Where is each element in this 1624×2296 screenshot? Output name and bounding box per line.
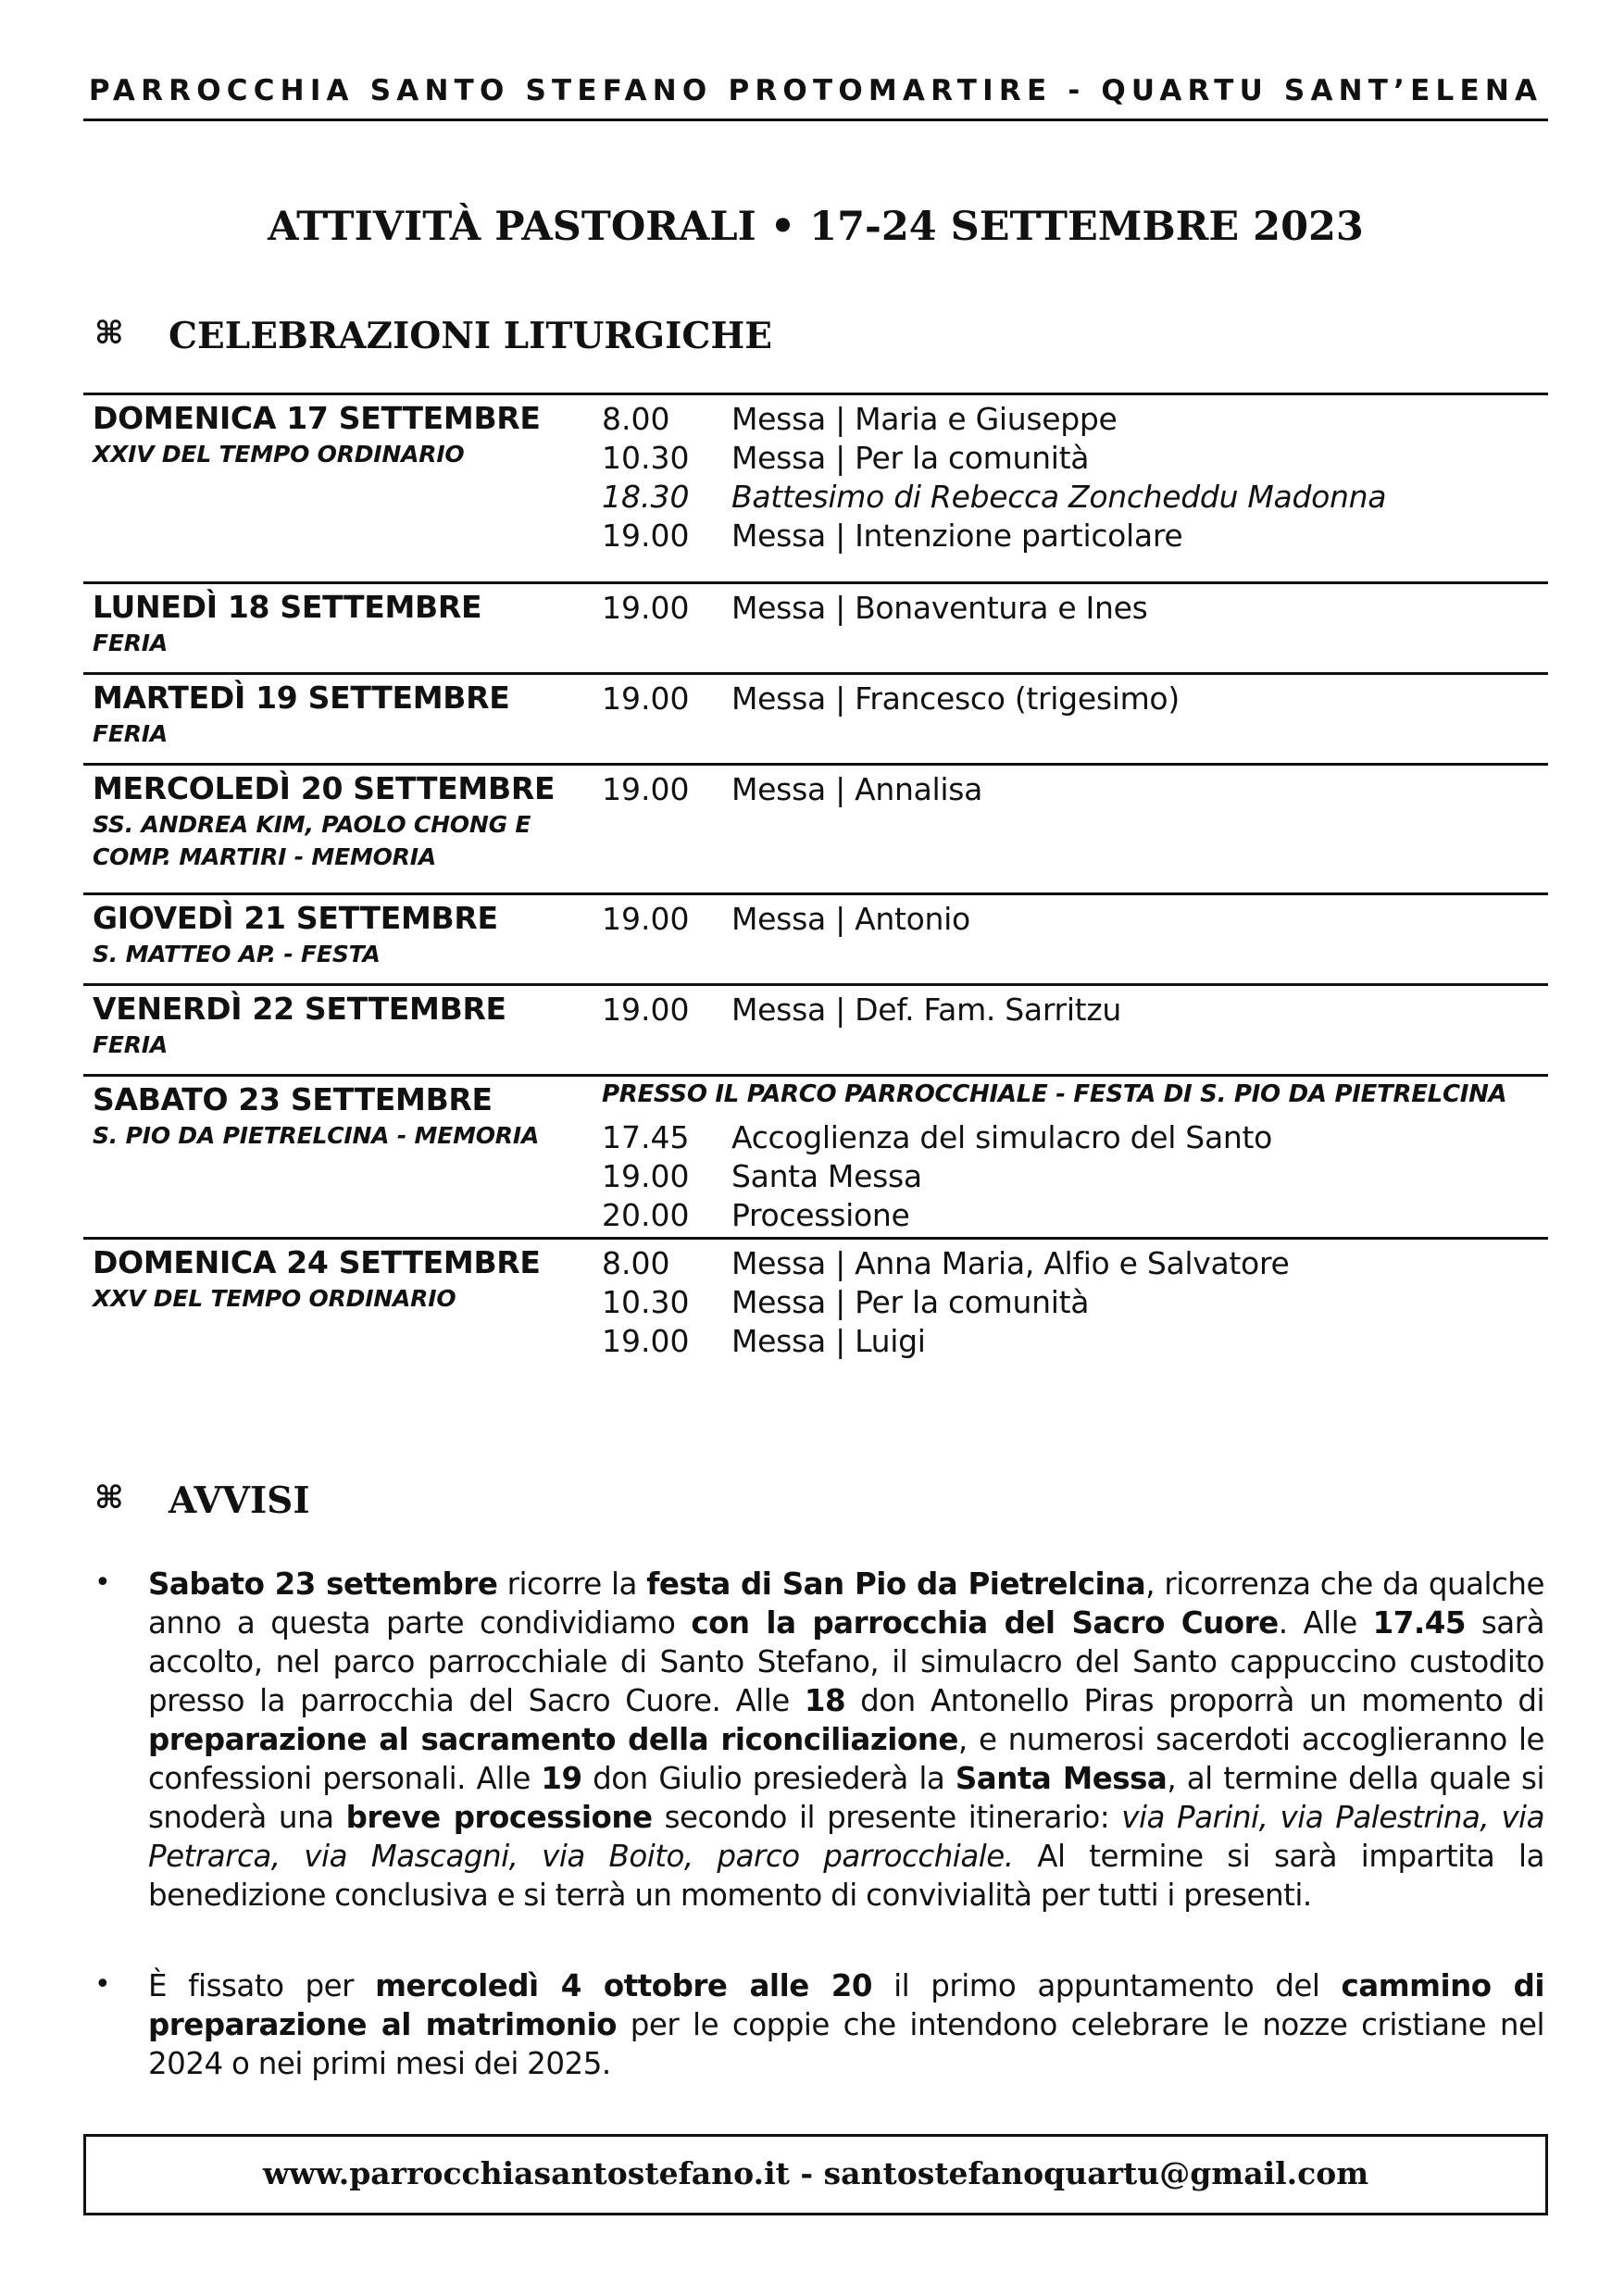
day-name: MARTEDÌ 19 SETTEMBRE	[93, 680, 510, 716]
notice-text-segment: ricorre la	[497, 1566, 647, 1602]
notice-text-segment: , al termine della quale si snoderà una	[148, 1761, 1544, 1835]
notice-text-segment: Santa Messa	[955, 1761, 1168, 1796]
notice-text-segment: sarà accolto, nel parco parrocchiale di Santo Stefano, il simulacro del Santo cappuccino custodito presso la parrocchia del Sacro Cuore. Alle	[148, 1605, 1544, 1718]
event-description: Messa | Maria e Giuseppe	[731, 401, 1118, 437]
liturgical-note: FERIA	[93, 630, 169, 656]
notice-text-segment: Al termine si sarà impartita la benedizione conclusiva e si terrà un momento di convivialità per tutti i presenti.	[148, 1839, 1544, 1913]
notice-text-segment: via Parini, via Palestrina, via Petrarca, via Mascagni, via Boito, parco parrocchiale.	[148, 1800, 1544, 1874]
schedule-day	[83, 892, 1548, 986]
schedule-day	[83, 672, 1548, 766]
event-time: 20.00	[602, 1197, 690, 1233]
notice-text-segment: 17.45	[1372, 1605, 1466, 1641]
schedule-event	[83, 401, 1548, 440]
star-bullet-icon: ⌘	[94, 315, 124, 352]
event-time: 10.30	[602, 440, 690, 476]
bullet-dot-icon: •	[94, 1968, 111, 2001]
notice-text-segment: 18	[804, 1683, 846, 1718]
schedule-event	[83, 1323, 1548, 1362]
schedule-event	[83, 440, 1548, 479]
event-time: 19.00	[602, 901, 690, 937]
event-description: Processione	[731, 1197, 910, 1233]
event-description: Messa | Anna Maria, Alfio e Salvatore	[731, 1245, 1290, 1281]
day-name: MERCOLEDÌ 20 SETTEMBRE	[93, 770, 556, 806]
event-time: 17.45	[602, 1119, 690, 1155]
notice-text-segment: È fissato per	[148, 1968, 376, 2003]
event-time: 19.00	[602, 771, 690, 807]
header-divider	[83, 119, 1548, 121]
notice-text-segment: , ricorrenza che da qualche anno a questa parte condividiamo	[148, 1566, 1544, 1641]
schedule-event	[83, 518, 1548, 556]
schedule-day	[83, 393, 1548, 584]
section-label: CELEBRAZIONI LITURGICHE	[169, 315, 772, 357]
event-description: Messa | Annalisa	[731, 771, 983, 807]
event-time: 8.00	[602, 1245, 670, 1281]
notice-text-segment: . Alle	[1278, 1605, 1373, 1641]
day-name: LUNEDÌ 18 SETTEMBRE	[93, 589, 482, 625]
event-description: Messa | Francesco (trigesimo)	[731, 680, 1180, 717]
notice-text-segment: Sabato 23 settembre	[148, 1566, 498, 1602]
event-description: Messa | Bonaventura e Ines	[731, 590, 1148, 626]
day-name: SABATO 23 SETTEMBRE	[93, 1081, 493, 1117]
event-banner: PRESSO IL PARCO PARROCCHIALE - FESTA DI S. PIO DA PIETRELCINA	[602, 1080, 1507, 1108]
event-time: 19.00	[602, 1323, 690, 1359]
notice-text	[148, 1966, 1544, 2083]
notice-text-segment: secondo il presente itinerario:	[652, 1800, 1122, 1835]
schedule-event	[83, 771, 1548, 810]
event-description: Messa | Per la comunità	[731, 1284, 1090, 1320]
notice-text-segment: don Antonello Piras proporrà un momento di	[845, 1683, 1544, 1718]
event-description: Messa | Def. Fam. Sarritzu	[731, 992, 1121, 1028]
event-time: 18.30	[602, 479, 690, 515]
event-description: Messa | Luigi	[731, 1323, 926, 1359]
event-time: 19.00	[602, 1158, 690, 1194]
event-time: 10.30	[602, 1284, 690, 1320]
notice-text-segment: preparazione al sacramento della riconciliazione	[148, 1722, 958, 1757]
footer-contact-box	[83, 2134, 1548, 2215]
event-description: Messa | Intenzione particolare	[731, 518, 1183, 554]
schedule-event	[83, 680, 1548, 719]
footer-contact: www.parrocchiasantostefano.it - santostefanoquartu@gmail.com	[262, 2155, 1369, 2191]
schedule-event	[83, 1245, 1548, 1284]
schedule-day	[83, 1237, 1548, 1359]
notice-text	[148, 1565, 1544, 1915]
section-label: AVVISI	[169, 1479, 310, 1522]
parish-header: PARROCCHIA SANTO STEFANO PROTOMARTIRE - QUARTU SANT’ELENA	[88, 74, 1543, 107]
notice-text-segment: don Giulio presiederà la	[581, 1761, 956, 1796]
event-description: Messa | Per la comunità	[731, 440, 1090, 476]
schedule-day	[83, 983, 1548, 1077]
bulletin-page	[83, 0, 1548, 2296]
event-description: Messa | Antonio	[731, 901, 970, 937]
liturgical-note: XXIV DEL TEMPO ORDINARIO	[93, 441, 465, 468]
schedule-event	[83, 1284, 1548, 1323]
liturgical-note: S. MATTEO AP. - FESTA	[93, 941, 381, 967]
notice-text-segment: festa di San Pio da Pietrelcina	[646, 1566, 1146, 1602]
notice-text-segment: il primo appuntamento del	[872, 1968, 1342, 2003]
notice-text-segment: , e numerosi sacerdoti accoglieranno le confessioni personali. Alle	[148, 1722, 1545, 1796]
bullet-dot-icon: •	[94, 1566, 111, 1599]
notice-text-segment: 19	[541, 1761, 582, 1796]
liturgical-note: XXV DEL TEMPO ORDINARIO	[93, 1285, 456, 1312]
schedule-event	[83, 1197, 1548, 1236]
schedule-event	[83, 590, 1548, 629]
day-name: DOMENICA 17 SETTEMBRE	[93, 400, 541, 436]
day-name: GIOVEDÌ 21 SETTEMBRE	[93, 900, 498, 936]
day-name: VENERDÌ 22 SETTEMBRE	[93, 991, 506, 1027]
event-description: Battesimo di Rebecca Zoncheddu Madonna	[731, 479, 1387, 515]
event-time: 8.00	[602, 401, 670, 437]
liturgical-note: SS. ANDREA KIM, PAOLO CHONG E COMP. MARTIRI - MEMORIA	[93, 811, 531, 870]
notice-text-segment: con la parrocchia del Sacro Cuore	[691, 1605, 1279, 1641]
notice-text-segment: cammino di preparazione al matrimonio	[148, 1968, 1544, 2042]
event-description: Santa Messa	[731, 1158, 922, 1194]
schedule-day	[83, 763, 1548, 895]
schedule-day	[83, 1074, 1548, 1240]
event-time: 19.00	[602, 680, 690, 717]
schedule-event	[83, 1158, 1548, 1197]
schedule-event	[83, 992, 1548, 1030]
liturgical-note: FERIA	[93, 1031, 169, 1058]
notice-text-segment: mercoledì 4 ottobre alle 20	[375, 1968, 873, 2003]
page-title: ATTIVITÀ PASTORALI • 17-24 SETTEMBRE 2023	[268, 204, 1364, 250]
notice-text-segment: per le coppie che intendono celebrare le nozze cristiane nel 2024 o nei primi mesi dei 2025.	[148, 2007, 1544, 2081]
day-name: DOMENICA 24 SETTEMBRE	[93, 1244, 541, 1280]
schedule-day	[83, 581, 1548, 675]
schedule-event	[83, 1119, 1548, 1158]
star-bullet-icon: ⌘	[94, 1479, 124, 1516]
schedule-event	[83, 901, 1548, 940]
event-time: 19.00	[602, 590, 690, 626]
event-time: 19.00	[602, 992, 690, 1028]
notice-text-segment: breve processione	[345, 1800, 653, 1835]
event-time: 19.00	[602, 518, 690, 554]
liturgical-note: FERIA	[93, 720, 169, 747]
event-description: Accoglienza del simulacro del Santo	[731, 1119, 1273, 1155]
liturgical-note: S. PIO DA PIETRELCINA - MEMORIA	[93, 1122, 540, 1149]
schedule-event	[83, 479, 1548, 518]
